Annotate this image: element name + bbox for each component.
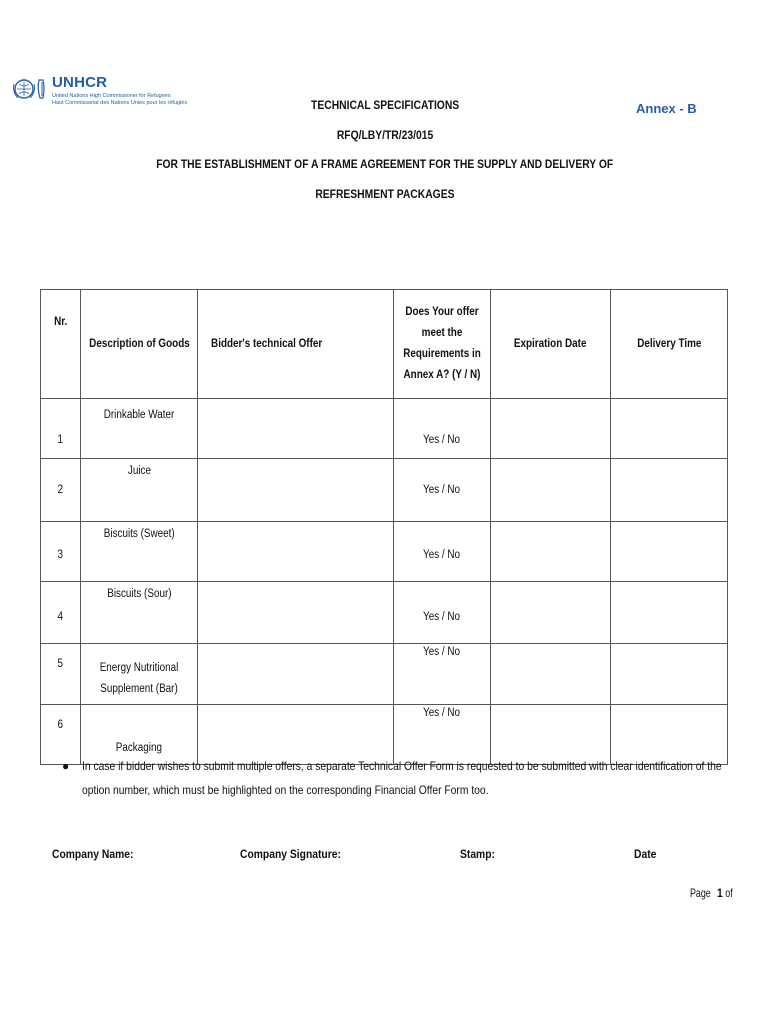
row-description: Packaging (81, 705, 198, 765)
expiration-date-cell[interactable] (491, 522, 611, 582)
expiration-date-cell[interactable] (491, 399, 611, 459)
reference-number: RFQ/LBY/TR/23/015 (336, 128, 434, 142)
company-name-label: Company Name: (52, 847, 134, 861)
row-description: Energy Nutritional Supplement (Bar) (81, 644, 198, 705)
table-row (41, 522, 728, 582)
row-description: Biscuits (Sour) (81, 582, 198, 644)
offer-cell[interactable] (198, 582, 394, 644)
offer-cell[interactable] (198, 522, 394, 582)
column-header-meet-requirements: Does Your offer meet the Requirements in Annex A? (Y / N) (394, 290, 491, 399)
document-subject-line2: REFRESHMENT PACKAGES (315, 187, 455, 201)
logo-name: UNHCR (52, 74, 108, 91)
note-line-2: option number, which must be highlighted on the corresponding Financial Offer Form too. (82, 783, 489, 797)
row-description: Biscuits (Sweet) (81, 522, 198, 582)
yes-no-answer[interactable]: Yes / No (394, 459, 491, 522)
row-number: 5 (41, 644, 81, 705)
yes-no-answer[interactable]: Yes / No (394, 582, 491, 644)
column-header-expiration-date: Expiration Date (491, 290, 611, 399)
row-number: 6 (41, 705, 81, 765)
table-row (41, 644, 728, 705)
note-line-1: In case if bidder wishes to submit multiple offers, a separate Technical Offer Form is requested to be submitted with clear identification of the (82, 759, 722, 773)
column-header-nr: Nr. (41, 290, 81, 399)
row-number: 2 (41, 459, 81, 522)
offer-cell[interactable] (198, 644, 394, 705)
delivery-time-cell[interactable] (611, 522, 728, 582)
row-number: 4 (41, 582, 81, 644)
column-header-delivery-time: Delivery Time (611, 290, 728, 399)
yes-no-answer[interactable]: Yes / No (394, 522, 491, 582)
delivery-time-cell[interactable] (611, 399, 728, 459)
document-subject: FOR THE ESTABLISHMENT OF A FRAME AGREEMENT FOR THE SUPPLY AND DELIVERY OF (156, 157, 614, 171)
table-row (41, 399, 728, 459)
page-number: Page 1 of (690, 886, 734, 900)
annex-label: Annex - B (636, 101, 697, 116)
date-label: Date (634, 847, 657, 861)
document-title: TECHNICAL SPECIFICATIONS (310, 98, 460, 112)
column-header-description: Description of Goods (81, 290, 198, 399)
delivery-time-cell[interactable] (611, 582, 728, 644)
specifications-table (40, 289, 728, 765)
offer-cell[interactable] (198, 399, 394, 459)
row-description: Drinkable Water (81, 399, 198, 459)
expiration-date-cell[interactable] (491, 459, 611, 522)
table-header-row (41, 290, 728, 399)
delivery-time-cell[interactable] (611, 644, 728, 705)
yes-no-answer[interactable]: Yes / No (394, 399, 491, 459)
yes-no-answer[interactable]: Yes / No (394, 705, 491, 765)
expiration-date-cell[interactable] (491, 644, 611, 705)
delivery-time-cell[interactable] (611, 459, 728, 522)
bullet-icon: ● (62, 759, 70, 773)
row-description: Juice (81, 459, 198, 522)
offer-cell[interactable] (198, 459, 394, 522)
logo-subtitle-fr: Haut Commissariat des Nations Unies pour les réfugiés (52, 100, 188, 106)
table-row (41, 582, 728, 644)
expiration-date-cell[interactable] (491, 582, 611, 644)
logo-subtitle-en: United Nations High Commissioner for Refugees (52, 93, 171, 99)
row-number: 1 (41, 399, 81, 459)
company-signature-label: Company Signature: (240, 847, 341, 861)
row-number: 3 (41, 522, 81, 582)
table-row (41, 459, 728, 522)
yes-no-answer[interactable]: Yes / No (394, 644, 491, 705)
stamp-label: Stamp: (460, 847, 495, 861)
column-header-offer: Bidder's technical Offer (198, 290, 394, 399)
